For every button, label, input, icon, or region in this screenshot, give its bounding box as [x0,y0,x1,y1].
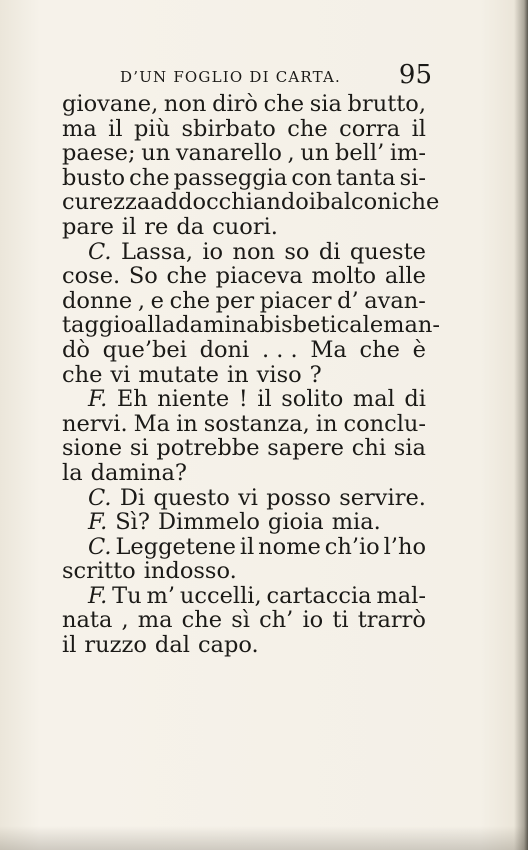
text-line [62,461,426,486]
text-line [62,338,426,363]
word: sì [231,607,250,634]
text-line [62,486,426,511]
text-line [62,584,426,609]
word: damina? [90,459,187,486]
text-line [62,189,440,216]
word: sia [393,435,426,462]
text-line [62,141,426,166]
word: più [134,115,171,142]
word: damina [175,312,260,339]
word: da [176,213,205,240]
word: vi [238,484,258,511]
text-line [62,92,426,117]
word: che [62,361,103,388]
word: Sì? [115,509,150,536]
word: Ma [310,336,347,363]
word: bell’ [334,140,385,167]
word: il [411,115,426,142]
word: niente [157,386,230,413]
text-line [62,535,426,560]
word: man- [383,312,440,339]
word: dò [62,336,90,363]
word: Lassa, [120,238,193,265]
word: che [359,336,400,363]
word: potrebbe [156,435,260,462]
word: molto [311,263,377,290]
word: nervi. [62,410,128,437]
word: scritto [62,558,136,585]
word: i [308,189,317,216]
word: ti [332,607,349,634]
speaker-label: F. [88,509,108,536]
word: dirò [212,91,258,117]
word: posso [266,484,331,511]
word: so [284,238,310,265]
word: trarrò [357,607,426,634]
speaker-label: C. [88,533,112,560]
word: avan- [364,287,426,314]
word: solito [281,386,344,413]
text-line [62,436,426,461]
word: curezza [62,189,151,216]
word: im- [389,140,426,167]
word: paese; [62,140,136,167]
word: con [291,164,333,191]
word: il [62,632,77,659]
word: mutate [138,361,219,388]
word: ch’ [259,607,294,634]
word: mal- [376,582,426,609]
word: nome [258,533,321,560]
word: Eh [116,386,148,413]
word: il [239,533,255,560]
word: in [315,410,338,437]
word: la [62,459,83,486]
word: ruzzo [84,632,147,659]
word: si- [399,164,426,191]
text-line [62,510,426,535]
page-number: 95 [398,60,432,90]
word: le [362,312,384,339]
word: in [226,361,249,388]
word: viso [256,361,302,388]
word: io [302,607,324,634]
word: Ma [133,410,171,437]
word: che [129,164,170,191]
word: cartaccia [266,582,372,609]
word: di [318,238,341,265]
word: non [232,238,275,265]
word: il [121,213,137,240]
word: servire. [339,484,426,511]
word: sia [309,91,342,117]
word: vanarello [175,140,282,167]
word: è [412,336,426,363]
word: che [398,189,440,216]
word: un [141,140,171,167]
word: questo [153,484,230,511]
word: gioia [267,509,324,536]
word: sione [62,435,123,462]
word: ch’io [324,533,380,560]
word: bisbetica [259,312,363,339]
text-line [62,608,426,633]
word: pare [62,213,114,240]
word: che [166,263,207,290]
word: ma [62,115,97,142]
text-line [62,117,426,142]
text-line [62,264,426,289]
word: brutto, [347,91,426,117]
word: si [129,435,149,462]
word: mia. [331,509,381,536]
word: alle [384,263,426,290]
word: doni [199,336,250,363]
word: ? [309,361,322,388]
word: e [150,287,164,314]
word: queste [349,238,426,265]
body-text [62,91,440,659]
word: un [300,140,330,167]
text-line [62,166,426,191]
word: dal [154,632,190,659]
word: vi [110,361,131,388]
word: cuori. [212,213,278,240]
word: sostanza, [203,410,310,437]
word: passeggia [173,164,288,191]
word: il [108,115,123,142]
speaker-label: C. [88,484,112,511]
text-line [62,289,426,314]
word: Dimmelo [157,509,260,536]
word: ! [238,386,248,413]
word: corra [339,115,401,142]
word: taggio [62,312,135,339]
word: balconi [316,189,399,216]
word: So [128,263,158,290]
word: io [202,238,224,265]
word: di [404,386,426,413]
word: per [215,287,255,314]
word: piacer [259,287,332,314]
speaker-label: C. [88,238,112,265]
word: , [137,287,146,314]
speaker-label: F. [88,582,108,609]
word: ma [137,607,173,634]
word: in [176,410,198,437]
word: d’ [337,287,359,314]
word: cose. [62,263,121,290]
word: che [181,607,223,634]
word: busto [62,164,126,191]
word: sapere [267,435,345,462]
running-head: D’UN FOGLIO DI CARTA. [120,68,342,86]
word: che [169,287,211,314]
word: indosso. [143,558,237,585]
word: que’bei [102,336,187,363]
text-line [62,633,426,658]
word: sbirbato [181,115,276,142]
word: tanta [336,164,396,191]
word: donne [62,287,133,314]
word: il [257,386,272,413]
text-line [62,363,426,388]
word: che [263,91,305,117]
word: Di [119,484,146,511]
text-line [62,215,426,240]
text-line [62,240,426,265]
word: capo. [197,632,259,659]
word: m’ [146,582,176,609]
word: , [121,607,129,634]
text-line [62,559,426,584]
word: Tu [112,582,142,609]
word: re [144,213,169,240]
word: mal [352,386,395,413]
word: non [163,91,207,117]
word: . . . [261,336,298,363]
page-bottom-shadow [0,826,528,850]
word: alla [134,312,176,339]
word: nata [62,607,113,634]
word: conclu- [343,410,426,437]
word: giovane, [62,91,159,117]
word: che [287,115,328,142]
page-edge-shadow [514,0,528,850]
word: piaceva [215,263,303,290]
text-line [62,412,426,437]
word: addocchiando [150,189,309,216]
word: uccelli, [179,582,262,609]
word: chi [351,435,387,462]
speaker-label: F. [88,386,108,413]
word: l’ho [383,533,426,560]
text-line [62,312,440,339]
word: Leggetene [115,533,236,560]
word: , [287,140,295,167]
text-line [62,387,426,412]
